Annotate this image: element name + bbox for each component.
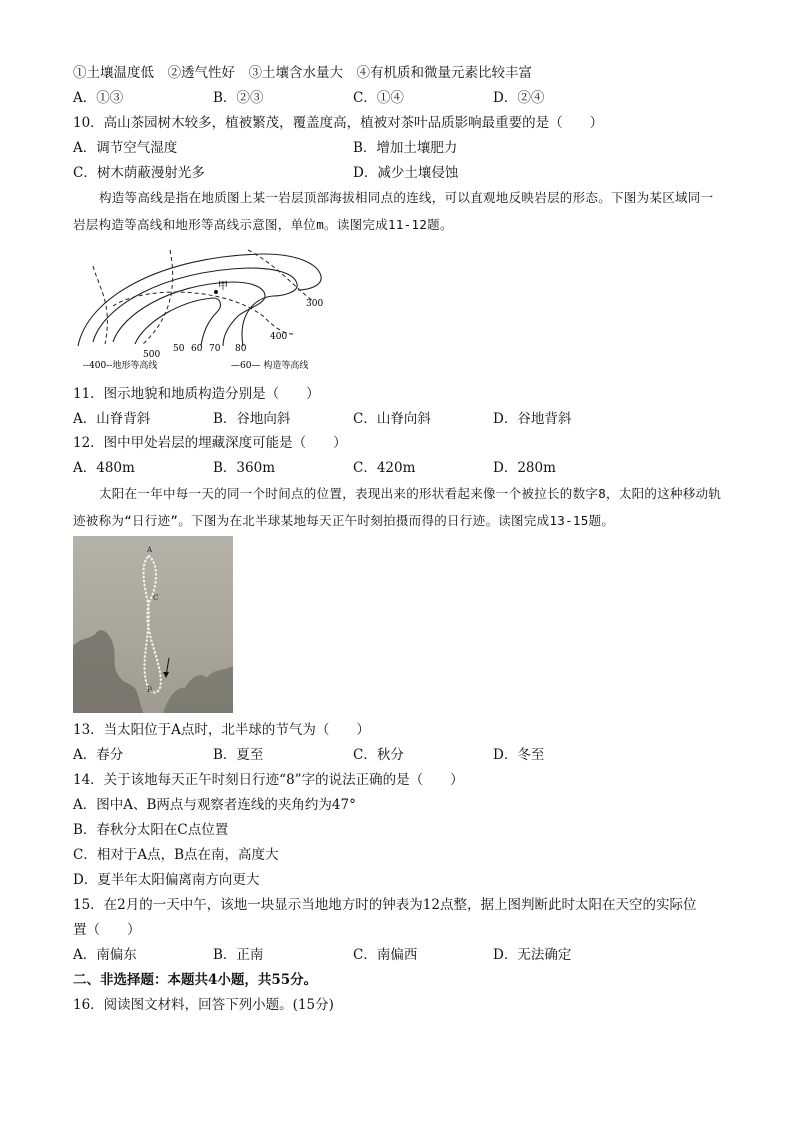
intro-analemma: 太阳在一年中每一天的同一个时间点的位置，表现出来的形状看起来像一个被拉长的数字8，太阳的这种移动轨迹被称为“日行迹”。下图为在北半球某地每天正午时刻拍摄而得的日行迹。读图完成13-15题。: [73, 486, 722, 528]
legend-structure: —60— 构造等高线: [231, 361, 309, 371]
label-struct-80: 80: [235, 344, 247, 354]
tree-silhouette: [73, 630, 143, 713]
q10-option-a[interactable]: A．调节空气湿度: [73, 140, 178, 156]
terrain-contour-400: [93, 266, 293, 344]
q15-option-a[interactable]: A．南偏东: [73, 947, 137, 963]
q9-option-b[interactable]: B．②③: [213, 90, 264, 106]
q11-option-c[interactable]: C．山脊向斜: [353, 411, 431, 427]
intro-structure-contour: 构造等高线是指在地质图上某一岩层顶部海拔相同点的连线，可以直观地反映岩层的形态。下图为某区域同一岩层构造等高线和地形等高线示意图，单位m。读图完成11-12题。: [73, 190, 714, 232]
contour-map: [73, 246, 363, 376]
q10-option-b[interactable]: B．增加土壤肥力: [353, 140, 458, 156]
q11-option-d[interactable]: D．谷地背斜: [493, 411, 572, 427]
q12-stem: 12．图中甲处岩层的埋藏深度可能是（ ）: [73, 435, 347, 451]
q9-option-c[interactable]: C．①④: [353, 90, 404, 106]
label-terrain-500: 500: [143, 350, 161, 360]
q12-option-d[interactable]: D．280m: [493, 460, 556, 476]
q13-option-c[interactable]: C．秋分: [353, 747, 404, 763]
q11-option-a[interactable]: A．山脊背斜: [73, 411, 151, 427]
q13-option-b[interactable]: B．夏至: [213, 747, 264, 763]
q14-stem: 14．关于该地每天正午时刻日行迹“8”字的说法正确的是（ ）: [73, 772, 464, 788]
q13-option-a[interactable]: A．春分: [73, 747, 124, 763]
legend-terrain: --400--地形等高线: [83, 361, 158, 371]
analemma-path: [144, 556, 161, 693]
q13-option-d[interactable]: D．冬至: [493, 747, 545, 763]
section-heading: 二、非选择题：本题共4小题，共55分。: [73, 972, 318, 988]
q9-option-d[interactable]: D．②④: [493, 90, 545, 106]
label-point-a: A: [147, 546, 153, 554]
q10-option-d[interactable]: D．减少土壤侵蚀: [353, 165, 459, 181]
direction-arrowhead: [163, 672, 169, 678]
q11-stem: 11．图示地貌和地质构造分别是（ ）: [73, 386, 320, 402]
structure-contour-60: [93, 268, 297, 346]
q14-option-c[interactable]: C．相对于A点，B点在南，高度大: [73, 847, 279, 863]
q12-option-a[interactable]: A．480m: [73, 460, 135, 476]
label-point-b: B: [147, 686, 153, 694]
q12-option-b[interactable]: B．360m: [213, 460, 275, 476]
label-terrain-300: 300: [306, 299, 324, 309]
terrain-contour-300: [248, 250, 313, 301]
tree-silhouette-right: [163, 666, 233, 713]
q14-option-a[interactable]: A．图中A、B两点与观察者连线的夹角约为47°: [73, 797, 356, 813]
label-point-c: C: [153, 594, 159, 602]
q13-stem: 13．当太阳位于A点时，北半球的节气为（ ）: [73, 722, 370, 738]
analemma-photo: [73, 536, 233, 713]
q15-option-b[interactable]: B．正南: [213, 947, 264, 963]
q15-stem-line2: 置（ ）: [73, 922, 141, 938]
q14-option-d[interactable]: D．夏半年太阳偏离南方向更大: [73, 872, 260, 888]
label-struct-50: 50: [173, 344, 185, 354]
q9-items: ①土壤温度低 ②透气性好 ③土壤含水量大 ④有机质和微量元素比较丰富: [73, 65, 532, 81]
q12-option-c[interactable]: C．420m: [353, 460, 416, 476]
q14-option-b[interactable]: B．春秋分太阳在C点位置: [73, 822, 229, 838]
q11-option-b[interactable]: B．谷地向斜: [213, 411, 291, 427]
label-struct-70: 70: [209, 344, 221, 354]
point-jia-label: 甲: [218, 281, 228, 292]
q10-option-c[interactable]: C．树木荫蔽漫射光多: [73, 165, 205, 181]
q16-stem: 16．阅读图文材料，回答下列小题。(15分): [73, 997, 334, 1013]
terrain-contour-500: [143, 250, 173, 344]
q15-option-d[interactable]: D．无法确定: [493, 947, 572, 963]
q15-option-c[interactable]: C．南偏西: [353, 947, 418, 963]
q9-option-a[interactable]: A．①③: [73, 90, 124, 106]
q10-stem: 10．高山茶园树木较多，植被繁茂，覆盖度高，植被对茶叶品质影响最重要的是（ ）: [73, 115, 604, 131]
label-terrain-400: 400: [270, 332, 288, 342]
label-struct-60: 60: [191, 344, 203, 354]
q15-stem-line1: 15．在2月的一天中午，该地一块显示当地地方时的钟表为12点整，据上图判断此时太阳在天空的实际位: [73, 897, 697, 913]
